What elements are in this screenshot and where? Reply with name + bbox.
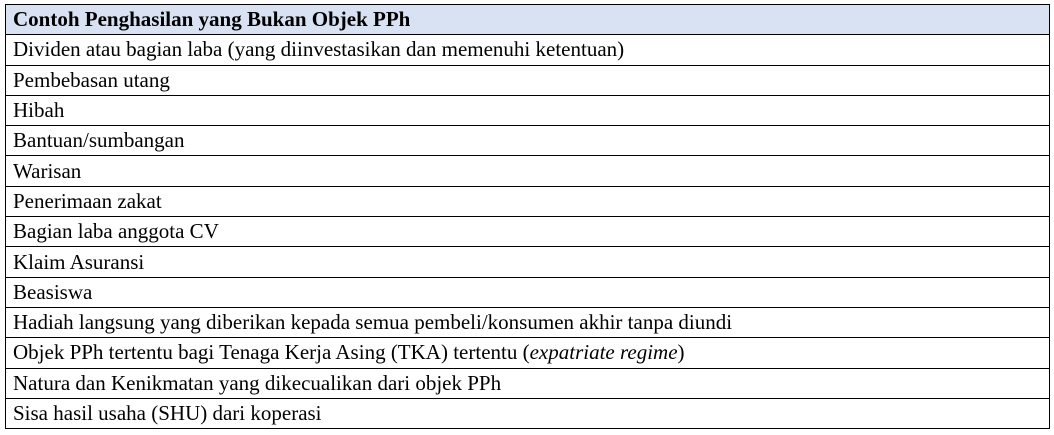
table-row	[6, 338, 1050, 368]
table-cell: Penerimaan zakat	[6, 186, 1050, 216]
table-cell: Hibah	[6, 95, 1050, 125]
table-header-row	[6, 5, 1050, 35]
table-row	[6, 95, 1050, 125]
table-cell: Beasiswa	[6, 277, 1050, 307]
table-cell: Dividen atau bagian laba (yang diinvestasikan dan memenuhi ketentuan)	[6, 35, 1050, 65]
table-cell: Natura dan Kenikmatan yang dikecualikan dari objek PPh	[6, 368, 1050, 398]
table-row	[6, 126, 1050, 156]
table-cell: Warisan	[6, 156, 1050, 186]
table-row	[6, 35, 1050, 65]
table-cell: Pembebasan utang	[6, 65, 1050, 95]
table-cell	[6, 338, 1050, 368]
table-header: Contoh Penghasilan yang Bukan Objek PPh	[6, 5, 1050, 35]
table-row	[6, 247, 1050, 277]
table-row	[6, 186, 1050, 216]
cell-text-after: )	[677, 340, 685, 365]
non-pph-income-table	[5, 4, 1050, 429]
cell-text-italic: expatriate regime	[529, 340, 678, 365]
table-row	[6, 277, 1050, 307]
table-row	[6, 398, 1050, 428]
table-row	[6, 65, 1050, 95]
table-row	[6, 307, 1050, 337]
table-row	[6, 156, 1050, 186]
table-cell: Hadiah langsung yang diberikan kepada semua pembeli/konsumen akhir tanpa diundi	[6, 307, 1050, 337]
table-cell: Bantuan/sumbangan	[6, 126, 1050, 156]
cell-text-before: Objek PPh tertentu bagi Tenaga Kerja Asing (TKA) tertentu (	[13, 340, 530, 365]
table-cell: Klaim Asuransi	[6, 247, 1050, 277]
table-cell: Sisa hasil usaha (SHU) dari koperasi	[6, 398, 1050, 428]
table-row	[6, 217, 1050, 247]
table-row	[6, 368, 1050, 398]
table-cell: Bagian laba anggota CV	[6, 217, 1050, 247]
